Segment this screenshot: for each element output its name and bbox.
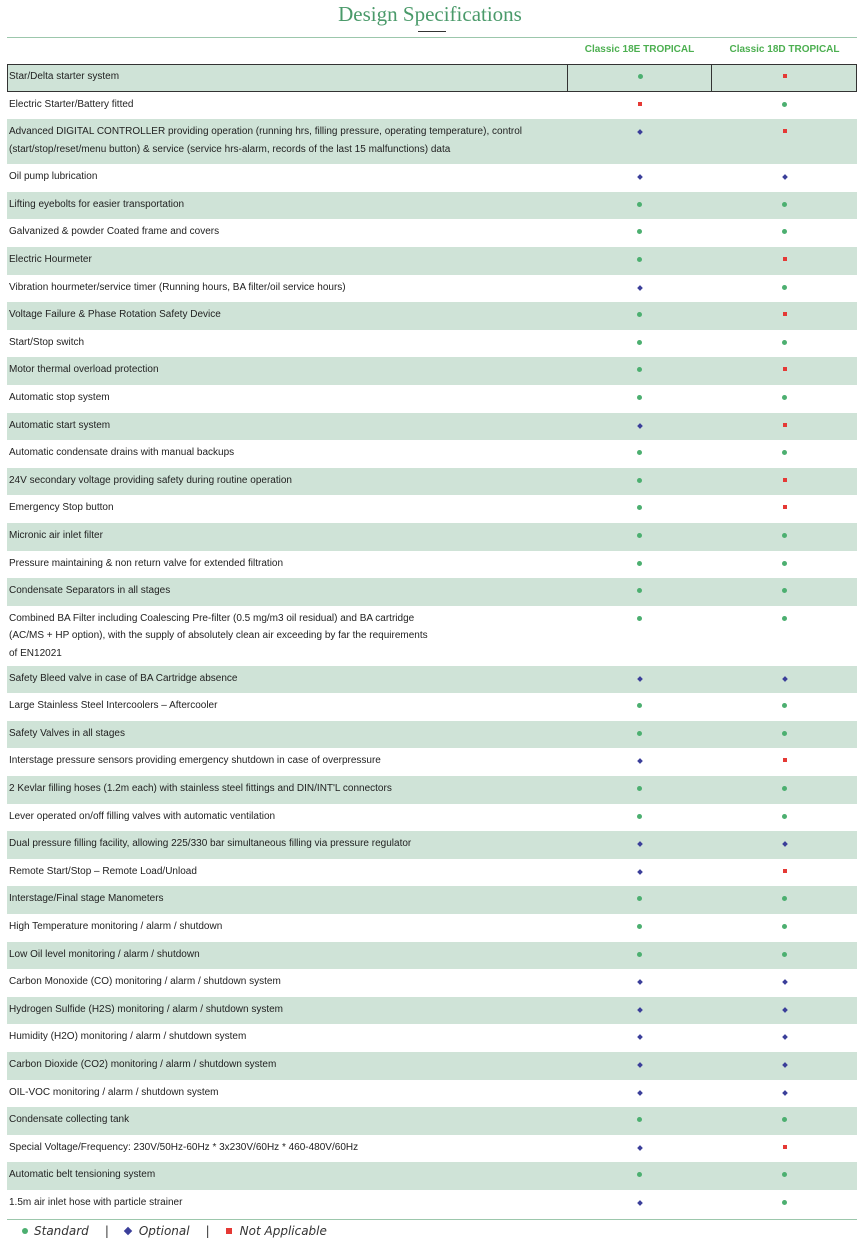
availability-cell <box>712 495 857 523</box>
optional-diamond-icon <box>782 1035 788 1041</box>
table-row <box>7 219 857 247</box>
feature-label: Advanced DIGITAL CONTROLLER providing operation (running hrs, filling pressure, operating temperature), control (start/stop/reset/menu button) & service (service hrs-alarm, records of the last 15 malfunctions) data <box>9 126 523 155</box>
feature-label: Oil pump lubrication <box>9 171 98 183</box>
not-applicable-square-icon <box>783 505 787 509</box>
table-row <box>7 1135 857 1163</box>
standard-dot-icon <box>782 1200 787 1205</box>
feature-label: Condensate collecting tank <box>9 1114 130 1126</box>
availability-cell <box>567 523 712 551</box>
availability-cell <box>567 578 712 606</box>
optional-diamond-icon <box>637 869 643 875</box>
standard-dot-icon <box>637 340 642 345</box>
optional-diamond-icon <box>637 759 643 765</box>
feature-label: Large Stainless Steel Intercoolers – Aftercooler <box>9 700 218 712</box>
table-body <box>7 64 857 1218</box>
feature-label: Remote Start/Stop – Remote Load/Unload <box>9 865 197 877</box>
standard-dot-icon <box>637 202 642 207</box>
availability-cell <box>712 1107 857 1135</box>
feature-label: Automatic start system <box>9 419 111 431</box>
table-row <box>7 385 857 413</box>
table-row <box>7 969 857 997</box>
standard-dot-icon <box>782 703 787 708</box>
feature-label: Safety Bleed valve in case of BA Cartridge absence <box>9 672 238 684</box>
availability-cell <box>567 606 712 666</box>
feature-label: Interstage/Final stage Manometers <box>9 893 164 905</box>
feature-label: Start/Stop switch <box>9 336 85 348</box>
availability-cell <box>712 92 857 120</box>
table-row <box>7 1024 857 1052</box>
availability-cell <box>567 776 712 804</box>
standard-dot-icon <box>637 450 642 455</box>
feature-label: Micronic air inlet filter <box>9 529 103 541</box>
table-row <box>7 748 857 776</box>
table-row <box>7 721 857 749</box>
availability-cell <box>712 942 857 970</box>
availability-cell <box>567 1190 712 1218</box>
availability-cell <box>712 468 857 496</box>
availability-cell <box>712 1024 857 1052</box>
availability-cell <box>567 440 712 468</box>
optional-diamond-icon <box>637 285 643 291</box>
availability-cell <box>567 1080 712 1108</box>
availability-cell <box>712 385 857 413</box>
not-applicable-square-icon <box>783 478 787 482</box>
feature-label: Lifting eyebolts for easier transportation <box>9 198 185 210</box>
availability-cell <box>567 192 712 220</box>
availability-cell <box>567 748 712 776</box>
table-row <box>7 495 857 523</box>
availability-cell <box>712 859 857 887</box>
feature-label: Safety Valves in all stages <box>9 727 125 739</box>
feature-label: Electric Hourmeter <box>9 253 92 265</box>
table-header <box>7 37 857 64</box>
table-row <box>7 164 857 192</box>
optional-diamond-icon <box>637 1062 643 1068</box>
optional-diamond-icon <box>782 1062 788 1068</box>
feature-label: Motor thermal overload protection <box>9 364 159 376</box>
optional-diamond-icon <box>124 1227 132 1235</box>
availability-cell <box>567 551 712 579</box>
table-row <box>7 247 857 275</box>
standard-dot-icon <box>782 952 787 957</box>
feature-label: Vibration hourmeter/service timer (Running hours, BA filter/oil service hours) <box>9 281 346 293</box>
availability-cell <box>712 1052 857 1080</box>
availability-cell <box>567 164 712 192</box>
not-applicable-square-icon <box>783 869 787 873</box>
optional-diamond-icon <box>782 174 788 180</box>
not-applicable-square-icon <box>783 257 787 261</box>
feature-label: 24V secondary voltage providing safety during routine operation <box>9 474 292 486</box>
availability-cell <box>712 219 857 247</box>
availability-cell <box>712 330 857 358</box>
standard-dot-icon <box>637 952 642 957</box>
legend-optional: Optional <box>138 1224 190 1238</box>
availability-cell <box>567 468 712 496</box>
availability-cell <box>567 1162 712 1190</box>
availability-cell <box>567 914 712 942</box>
not-applicable-square-icon <box>783 129 787 133</box>
not-applicable-square-icon <box>783 423 787 427</box>
standard-dot-icon <box>637 588 642 593</box>
standard-dot-icon <box>637 1172 642 1177</box>
table-row <box>7 523 857 551</box>
availability-cell <box>567 385 712 413</box>
availability-cell <box>567 886 712 914</box>
feature-label: Combined BA Filter including Coalescing Pre-filter (0.5 mg/m3 oil residual) and BA cartridge (AC/MS + HP option), with the supply of absolutely clean air exceeding by far the requirements of EN12021 <box>9 612 428 659</box>
availability-cell <box>712 247 857 275</box>
table-row <box>7 606 857 666</box>
availability-cell <box>712 357 857 385</box>
standard-dot-icon <box>637 731 642 736</box>
standard-dot-icon <box>637 478 642 483</box>
feature-label: Carbon Monoxide (CO) monitoring / alarm / shutdown system <box>9 976 281 988</box>
standard-dot-icon <box>782 588 787 593</box>
not-applicable-square-icon <box>783 312 787 316</box>
optional-diamond-icon <box>637 1200 643 1206</box>
feature-label: Interstage pressure sensors providing emergency shutdown in case of overpressure <box>9 755 381 767</box>
table-row <box>7 859 857 887</box>
table-row <box>7 330 857 358</box>
legend-separator: | <box>205 1224 210 1238</box>
availability-cell <box>567 969 712 997</box>
availability-cell <box>712 969 857 997</box>
availability-cell <box>712 831 857 859</box>
column-header-18e: Classic 18E TROPICAL <box>584 44 695 55</box>
availability-cell <box>712 1162 857 1190</box>
standard-dot-icon <box>637 896 642 901</box>
standard-dot-icon <box>637 924 642 929</box>
standard-dot-icon <box>637 257 642 262</box>
table-row <box>7 1107 857 1135</box>
optional-diamond-icon <box>782 1007 788 1013</box>
column-header-18d: Classic 18D TROPICAL <box>729 44 840 55</box>
standard-dot-icon <box>782 340 787 345</box>
standard-dot-icon <box>637 229 642 234</box>
availability-cell <box>567 666 712 694</box>
table-row <box>7 440 857 468</box>
table-row <box>7 831 857 859</box>
table-row <box>7 275 857 303</box>
legend-divider <box>7 1219 857 1220</box>
availability-cell <box>567 275 712 303</box>
availability-cell <box>567 330 712 358</box>
standard-dot-icon <box>637 395 642 400</box>
availability-cell <box>712 997 857 1025</box>
table-row <box>7 92 857 120</box>
availability-cell <box>567 219 712 247</box>
standard-dot-icon <box>22 1228 28 1234</box>
table-row <box>7 119 857 164</box>
availability-cell <box>567 1052 712 1080</box>
table-row[interactable] <box>7 64 857 92</box>
feature-label: Condensate Separators in all stages <box>9 585 171 597</box>
table-row <box>7 1052 857 1080</box>
standard-dot-icon <box>637 616 642 621</box>
optional-diamond-icon <box>637 841 643 847</box>
availability-cell <box>567 357 712 385</box>
feature-label: OIL-VOC monitoring / alarm / shutdown system <box>9 1086 219 1098</box>
availability-cell <box>712 776 857 804</box>
feature-label: Pressure maintaining & non return valve for extended filtration <box>9 557 284 569</box>
legend-separator: | <box>104 1224 109 1238</box>
table-row <box>7 1080 857 1108</box>
availability-cell <box>712 914 857 942</box>
availability-cell <box>712 413 857 441</box>
standard-dot-icon <box>782 731 787 736</box>
standard-dot-icon <box>782 102 787 107</box>
not-applicable-square-icon <box>783 367 787 371</box>
standard-dot-icon <box>782 450 787 455</box>
standard-dot-icon <box>637 312 642 317</box>
feature-label: Emergency Stop button <box>9 502 114 514</box>
availability-cell <box>567 302 712 330</box>
optional-diamond-icon <box>637 129 643 135</box>
feature-label: Star/Delta starter system <box>9 71 120 82</box>
feature-label: Lever operated on/off filling valves with automatic ventilation <box>9 810 276 822</box>
standard-dot-icon <box>782 285 787 290</box>
availability-cell <box>567 804 712 832</box>
optional-diamond-icon <box>637 1145 643 1151</box>
feature-label: 2 Kevlar filling hoses (1.2m each) with stainless steel fittings and DIN/INT'L connectors <box>9 783 392 795</box>
table-row <box>7 413 857 441</box>
standard-dot-icon <box>782 229 787 234</box>
availability-cell <box>712 748 857 776</box>
standard-dot-icon <box>638 74 643 79</box>
not-applicable-square-icon <box>783 74 787 78</box>
availability-cell <box>567 119 712 164</box>
table-row <box>7 997 857 1025</box>
availability-cell <box>712 578 857 606</box>
spec-table <box>7 37 857 1218</box>
standard-dot-icon <box>637 505 642 510</box>
availability-cell <box>712 523 857 551</box>
feature-label: Electric Starter/Battery fitted <box>9 98 134 110</box>
table-row <box>7 914 857 942</box>
feature-label: Hydrogen Sulfide (H2S) monitoring / alarm / shutdown system <box>9 1003 284 1015</box>
optional-diamond-icon <box>782 979 788 985</box>
legend-standard: Standard <box>34 1224 89 1238</box>
availability-cell <box>567 859 712 887</box>
optional-diamond-icon <box>637 1035 643 1041</box>
optional-diamond-icon <box>637 1007 643 1013</box>
standard-dot-icon <box>782 786 787 791</box>
standard-dot-icon <box>782 202 787 207</box>
availability-cell <box>567 942 712 970</box>
availability-cell <box>567 495 712 523</box>
optional-diamond-icon <box>782 1090 788 1096</box>
optional-diamond-icon <box>782 841 788 847</box>
availability-cell <box>712 693 857 721</box>
standard-dot-icon <box>782 896 787 901</box>
table-row <box>7 942 857 970</box>
standard-dot-icon <box>782 616 787 621</box>
availability-cell <box>567 721 712 749</box>
table-row <box>7 192 857 220</box>
availability-cell <box>712 440 857 468</box>
standard-dot-icon <box>782 924 787 929</box>
availability-cell <box>567 64 712 92</box>
availability-cell <box>712 666 857 694</box>
standard-dot-icon <box>637 367 642 372</box>
optional-diamond-icon <box>637 676 643 682</box>
standard-dot-icon <box>637 561 642 566</box>
feature-label: Galvanized & powder Coated frame and covers <box>9 226 220 238</box>
availability-cell <box>712 606 857 666</box>
feature-label: Automatic condensate drains with manual backups <box>9 447 235 459</box>
feature-label: Low Oil level monitoring / alarm / shutdown <box>9 948 200 960</box>
table-row <box>7 776 857 804</box>
table-row <box>7 886 857 914</box>
optional-diamond-icon <box>637 1090 643 1096</box>
page-title: Design Specifications <box>338 2 522 26</box>
availability-cell <box>567 1024 712 1052</box>
availability-cell <box>712 886 857 914</box>
title-underline <box>418 31 446 32</box>
legend-not-applicable: Not Applicable <box>239 1224 327 1238</box>
availability-cell <box>567 831 712 859</box>
feature-label: 1.5m air inlet hose with particle strainer <box>9 1196 183 1208</box>
feature-label: Dual pressure filling facility, allowing 225/330 bar simultaneous filling via pressure regulator <box>9 838 412 850</box>
feature-label: Automatic stop system <box>9 391 110 403</box>
availability-cell <box>712 164 857 192</box>
standard-dot-icon <box>782 814 787 819</box>
availability-cell <box>712 551 857 579</box>
availability-cell <box>712 64 857 92</box>
legend <box>22 1224 327 1238</box>
table-row <box>7 302 857 330</box>
availability-cell <box>567 1107 712 1135</box>
not-applicable-square-icon <box>783 1145 787 1149</box>
table-row <box>7 804 857 832</box>
availability-cell <box>567 997 712 1025</box>
standard-dot-icon <box>637 814 642 819</box>
table-row <box>7 693 857 721</box>
optional-diamond-icon <box>637 423 643 429</box>
optional-diamond-icon <box>637 174 643 180</box>
feature-label: Humidity (H2O) monitoring / alarm / shutdown system <box>9 1031 247 1043</box>
table-row <box>7 1162 857 1190</box>
standard-dot-icon <box>782 1172 787 1177</box>
table-row <box>7 551 857 579</box>
table-row <box>7 578 857 606</box>
availability-cell <box>712 1190 857 1218</box>
not-applicable-square-icon <box>783 758 787 762</box>
availability-cell <box>567 247 712 275</box>
availability-cell <box>567 693 712 721</box>
standard-dot-icon <box>782 533 787 538</box>
availability-cell <box>712 119 857 164</box>
availability-cell <box>712 804 857 832</box>
standard-dot-icon <box>637 533 642 538</box>
optional-diamond-icon <box>782 676 788 682</box>
standard-dot-icon <box>782 395 787 400</box>
standard-dot-icon <box>782 1117 787 1122</box>
feature-label: Special Voltage/Frequency: 230V/50Hz-60Hz * 3x230V/60Hz * 460-480V/60Hz <box>9 1141 359 1153</box>
availability-cell <box>567 1135 712 1163</box>
availability-cell <box>712 302 857 330</box>
feature-label: High Temperature monitoring / alarm / shutdown <box>9 921 223 933</box>
availability-cell <box>567 413 712 441</box>
standard-dot-icon <box>782 561 787 566</box>
availability-cell <box>712 721 857 749</box>
not-applicable-square-icon <box>226 1228 232 1234</box>
availability-cell <box>712 1135 857 1163</box>
standard-dot-icon <box>637 786 642 791</box>
availability-cell <box>712 1080 857 1108</box>
feature-label: Automatic belt tensioning system <box>9 1169 156 1181</box>
availability-cell <box>712 192 857 220</box>
feature-label: Voltage Failure & Phase Rotation Safety Device <box>9 309 221 321</box>
table-row <box>7 1190 857 1218</box>
availability-cell <box>712 275 857 303</box>
standard-dot-icon <box>637 1117 642 1122</box>
feature-label: Carbon Dioxide (CO2) monitoring / alarm / shutdown system <box>9 1059 277 1070</box>
availability-cell <box>567 92 712 120</box>
optional-diamond-icon <box>637 979 643 985</box>
standard-dot-icon <box>637 703 642 708</box>
table-row <box>7 357 857 385</box>
not-applicable-square-icon <box>638 102 642 106</box>
table-row <box>7 468 857 496</box>
table-row <box>7 666 857 694</box>
